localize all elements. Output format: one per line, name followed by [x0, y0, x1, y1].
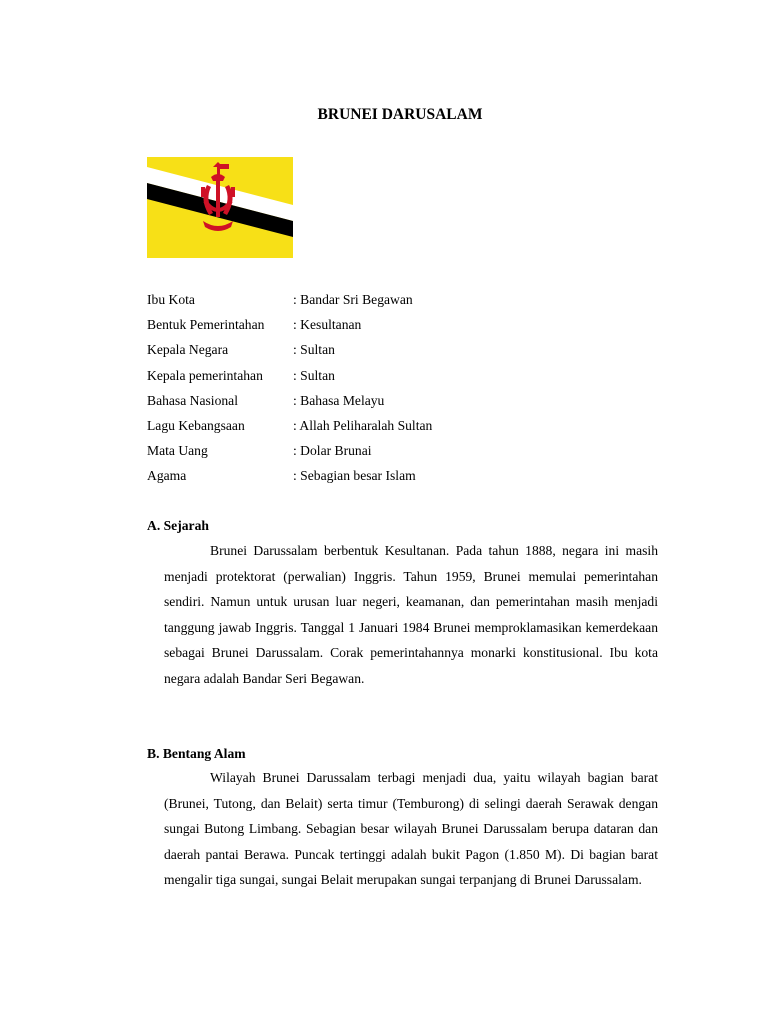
section-paragraph-bentang-alam: Wilayah Brunei Darussalam terbagi menjadi dua, yaitu wilayah bagian barat (Brunei, Tutong, dan Belait) serta timur (Temburong) di selingi daerah Serawak dengan sungai Butong Limbang. Sebagian besar wilayah Brunei Darussalam berupa dataran dan daerah pantai Berawa. Puncak tertinggi adalah bukit Pagon (1.850 M). Di bagian barat mengalir tiga sungai, sungai Belait merupakan sungai terpanjang di Brunei Darussalam.: [164, 770, 658, 888]
info-label: Bentuk Pemerintahan: [147, 317, 265, 333]
info-value: : Dolar Brunai: [293, 443, 372, 459]
section-heading-bentang-alam: B. Bentang Alam: [147, 746, 246, 761]
info-label: Kepala Negara: [147, 342, 229, 358]
section-heading-sejarah: A. Sejarah: [147, 518, 209, 533]
info-value: : Kesultanan: [293, 317, 362, 333]
section-paragraph-sejarah: Brunei Darussalam berbentuk Kesultanan. Pada tahun 1888, negara ini masih menjadi protektorat (perwalian) Inggris. Tahun 1959, Brunei memulai pemerintahan sendiri. Namun untuk urusan luar negeri, keamanan, dan pemerintahan masih menjadi tanggung jawab Inggris. Tanggal 1 Januari 1984 Brunei memproklamasikan kemerdekaan sebagai Brunei Darussalam. Corak pemerintahannya monarki konstitusional. Ibu kota negara adalah Bandar Seri Begawan.: [164, 543, 658, 686]
info-label: Lagu Kebangsaan: [147, 417, 245, 433]
info-label: Ibu Kota: [147, 292, 195, 307]
info-value: : Sultan: [293, 342, 335, 358]
info-label: Agama: [147, 468, 187, 484]
info-value: : Sebagian besar Islam: [293, 468, 416, 484]
info-value: : Bandar Sri Begawan: [293, 292, 413, 307]
page-title: BRUNEI DARUSALAM: [317, 106, 483, 123]
info-label: Mata Uang: [147, 443, 208, 459]
info-label: Bahasa Nasional: [147, 392, 238, 408]
info-value: : Bahasa Melayu: [293, 392, 385, 408]
brunei-flag-image: [147, 157, 293, 258]
info-value: : Allah Peliharalah Sultan: [293, 417, 433, 433]
info-value: : Sultan: [293, 367, 335, 383]
info-label: Kepala pemerintahan: [147, 367, 263, 383]
